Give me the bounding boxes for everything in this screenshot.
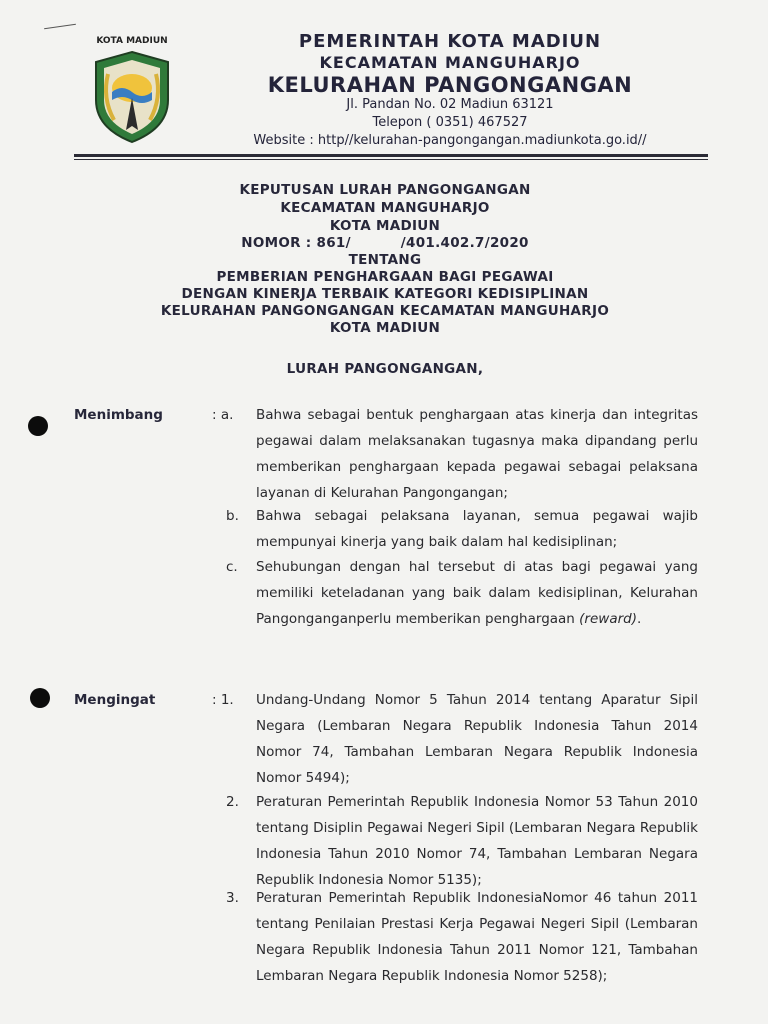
decree-district: KECAMATAN MANGUHARJO xyxy=(280,200,490,216)
punch-hole xyxy=(28,416,48,436)
section-label-menimbang: Menimbang xyxy=(74,407,163,423)
menimbang-item-b: Bahwa sebagai pelaksana layanan, semua pegawai wajib mempunyai kinerja yang baik dalam hal kedisiplinan; xyxy=(256,508,698,550)
item-marker: c. xyxy=(226,559,238,575)
menimbang-item-c-tail: . xyxy=(636,611,642,627)
header-divider-thick xyxy=(74,154,708,157)
menimbang-item-c xyxy=(256,554,698,632)
item-marker: : a. xyxy=(212,407,234,423)
letterhead-address: Jl. Pandan No. 02 Madiun 63121 xyxy=(346,97,554,112)
decree-subject-line-1: PEMBERIAN PENGHARGAAN BAGI PEGAWAI xyxy=(216,269,554,285)
letterhead-phone: Telepon ( 0351) 467527 xyxy=(372,115,528,130)
pen-mark xyxy=(44,24,76,29)
item-marker: 3. xyxy=(226,890,239,906)
decree-subject-line-2: DENGAN KINERJA TERBAIK KATEGORI KEDISIPLINAN xyxy=(181,286,589,302)
menimbang-item-c-text: Sehubungan dengan hal tersebut di atas bagi pegawai yang memiliki keteladanan yang baik dalam kedisiplinan, Kelurahan Pangonganganperlu memberikan penghargaan xyxy=(256,559,698,627)
punch-hole xyxy=(30,688,50,708)
mengingat-item-3: Peraturan Pemerintah Republik IndonesiaNomor 46 tahun 2011 tentang Penilaian Prestasi Kerja Pegawai Negeri Sipil (Lembaran Negara Republik Indonesia Tahun 2011 Nomor 121, Tambahan Lembaran Negara Republik Indonesia Nomor 5258); xyxy=(256,890,698,984)
section-label-mengingat: Mengingat xyxy=(74,692,156,708)
city-emblem-logo xyxy=(84,36,180,146)
decree-subject-line-4: KOTA MADIUN xyxy=(329,320,441,336)
reward-emphasis: (reward) xyxy=(579,611,637,627)
logo-caption: KOTA MADIUN xyxy=(96,36,168,46)
decree-number: NOMOR : 861/ /401.402.7/2020 xyxy=(241,235,529,251)
item-marker: b. xyxy=(226,508,239,524)
decree-about: TENTANG xyxy=(348,252,422,268)
letterhead-village: KELURAHAN PANGONGANGAN xyxy=(267,73,633,97)
decree-subject-line-3: KELURAHAN PANGONGANGAN KECAMATAN MANGUHARJO xyxy=(160,303,610,319)
menimbang-item-a: Bahwa sebagai bentuk penghargaan atas kinerja dan integritas pegawai dalam melaksanakan tugasnya maka dipandang perlu memberikan penghargaan kepada pegawai sebagai pelaksana layanan di Kelurahan Pangongangan; xyxy=(256,407,698,501)
letterhead-government: PEMERINTAH KOTA MADIUN xyxy=(298,31,602,52)
item-marker: 2. xyxy=(226,794,239,810)
decree-issuer: LURAH PANGONGANGAN, xyxy=(286,361,484,377)
emblem-shield-icon xyxy=(90,48,174,144)
decree-title: KEPUTUSAN LURAH PANGONGANGAN xyxy=(239,182,531,198)
header-divider-thin xyxy=(74,159,708,160)
mengingat-item-1: Undang-Undang Nomor 5 Tahun 2014 tentang Aparatur Sipil Negara (Lembaran Negara Republik Indonesia Tahun 2014 Nomor 74, Tambahan Lembaran Negara Republik Indonesia Nomor 5494); xyxy=(256,692,698,786)
letterhead-website: Website : http//kelurahan-pangongangan.madiunkota.go.id// xyxy=(253,133,647,148)
item-marker: : 1. xyxy=(212,692,234,708)
letterhead-district: KECAMATAN MANGUHARJO xyxy=(319,53,581,72)
mengingat-item-2: Peraturan Pemerintah Republik Indonesia Nomor 53 Tahun 2010 tentang Disiplin Pegawai Negeri Sipil (Lembaran Negara Republik Indonesia Tahun 2010 Nomor 74, Tambahan Lembaran Negara Republik Indonesia Nomor 5135); xyxy=(256,794,698,888)
decree-city: KOTA MADIUN xyxy=(329,218,441,234)
